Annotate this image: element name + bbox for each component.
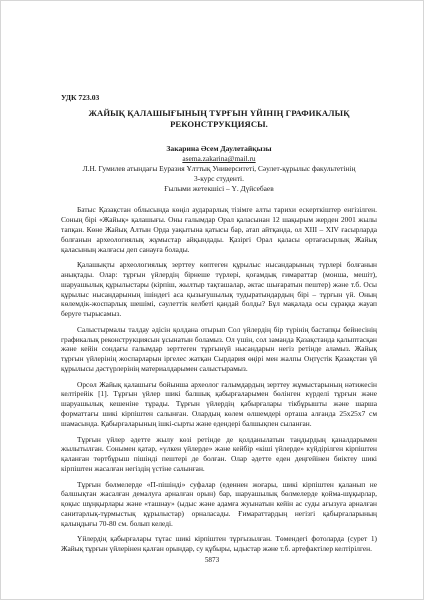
paragraph-2: Қалашықты археологиялық зерттеу көптеген құрылыс нысандарының түрлері болғанын анықтады. Олар: тұрғын үйлердің бірнеше түрлері, қоғамдық ғимараттар (моншa, мешіт), шаруашылық құрылыстары (кірпіш, жылтыр тақташалар, әктас шығаратын пештер) және т.б. Осы құрылыс нысандарының ішіндегі аса қызығушылық тудыратындардың бірі – тұрғын үй. Оның көлемдік-жоспарлық шешімі, сәулеттік келбеті қандай болды? Бұл мақалада осы сұраққа жауап беруге тырысамыз. xyxy=(61,260,377,319)
author-name: Закарина Әсем Даулетайқызы xyxy=(166,144,272,154)
paragraph-1: Батыс Қазақстан облысында көңіл аударарлық тізімге алты тарихи ескерткіштер енгізілген. Соның бірі «Жайық» қалашығы. Оны ғалымдар Орал қаласынан 12 шақырым жерден 2001 жылы тапқан. Көне Жайық Алтын Орда уақытына қатысы бар, атап айтқанда, ол XIII – XIV ғасырларда болғанын археологиялық жұмыстар айқындады. Қазіргі Орал қаласы ортағасырлық Жайық қаласының жалғасы деп санауға болады. xyxy=(61,205,377,254)
author-email[interactable] xyxy=(61,154,377,164)
udk-code: УДК 723.03 xyxy=(61,93,100,102)
author-email-link[interactable]: asema.zakarina@mail.ru xyxy=(182,154,256,164)
article-title: ЖАЙЫҚ ҚАЛАШЫҒЫНЫҢ ТҰРҒЫН ҮЙІНІҢ ГРАФИКАЛЫҚ РЕКОНСТРУКЦИЯСЫ. xyxy=(88,108,350,130)
paragraph-3: Салыстырмалы талдау әдісін қолдана отырып Сол үйлердің бір түрінің бастапқы бейнесінің графикалық реконструкциясын ұсынатын боламыз. Ол үшін, сол заманда Қазақстанда қалыптасқан және кейін сондағы ғалымдар зерттеген тұрғынүй нысандарын негіз ретінде аламыз. Жайық тұрғын үйлерінің жоспарларын іргелес жатқан Сырдария өңірі мен жалпы Оңтүстік Қазақстан үй құрылысы дәстүрлерінің материалдарымен салыстырамыз. xyxy=(61,324,377,373)
paragraph-7: Үйлердің қабырғалары тұтас шикі кірпіштен тұрғызылған. Төмендегі фотоларда (сурет 1) Жайық тұрғын үйлерінен қалған орындар, су құбыры, ыдыстар және т.б. артефактілер келтірілген. xyxy=(61,534,377,554)
page-number: 5873 xyxy=(204,556,220,564)
scientific-advisor: Ғылыми жетекшісі – Ү. Дүйсебаев xyxy=(164,183,274,193)
author-course: 3-курс студенті. xyxy=(194,173,244,183)
paragraph-4: Орсөл Жайық қалашығы бойынша археолог ғалымдардың зерттеу жұмыстарының нәтижесін келтірейік [1]. Тұрғын үйлер шикі балшық қабырғаларымен бөлінген күрделі тұрғын және шаруашылық кешеніне тұрады. Тұрғын үйлердің қабырғалары тікбұрышты және шарша форматтағы шикі кірпіштен салынған. Олардың көлем өлшемдері орташа алғанда 25х25х7 см шамасында. Қабырғаларының ішкі-сырты және едендері балшықпен сыланған. xyxy=(61,379,377,428)
author-affiliation: Л.Н. Гумилев атындағы Еуразия Ұлттық Университеті, Сәулет-құрылыс факультетінің xyxy=(82,164,356,174)
paragraph-6: Тұрғын бөлмелерде «П-пішінді» суфалар (еденнен жоғары, шикі кірпіштен қаланып не балшықтан жасалған демалуға арналған орын) бар, шаруашылық бөлмелерде қойма-шұқырлар, қоқыс шұңқырлары және «ташнау» (ыдыс және адамға жуынатын кейін ас суды ағызуға арналған санитарлық-тұрмыстық құрылыстар) орналасады. Ғимараттардың негізгі қабырғаларының қалыңдығы 70-80 см. болып келеді. xyxy=(61,479,377,528)
paragraph-5: Тұрғын үйлер әдетте жылу көзі ретінде де қолданылатын таңдырдың қаналдарымен жылытылған. Сонымен қатар, «үлкен үйлерде» және кейбір «кіші үйлерде» күйдірілген кірпіштен қаланған төртбұрыш пішінді пештері де болған. Олар әдетте еден деңгейінен биіктеу шикі кірпіштен жасалған негіздің үстіне салынған. xyxy=(61,434,377,473)
article-body xyxy=(61,93,377,560)
